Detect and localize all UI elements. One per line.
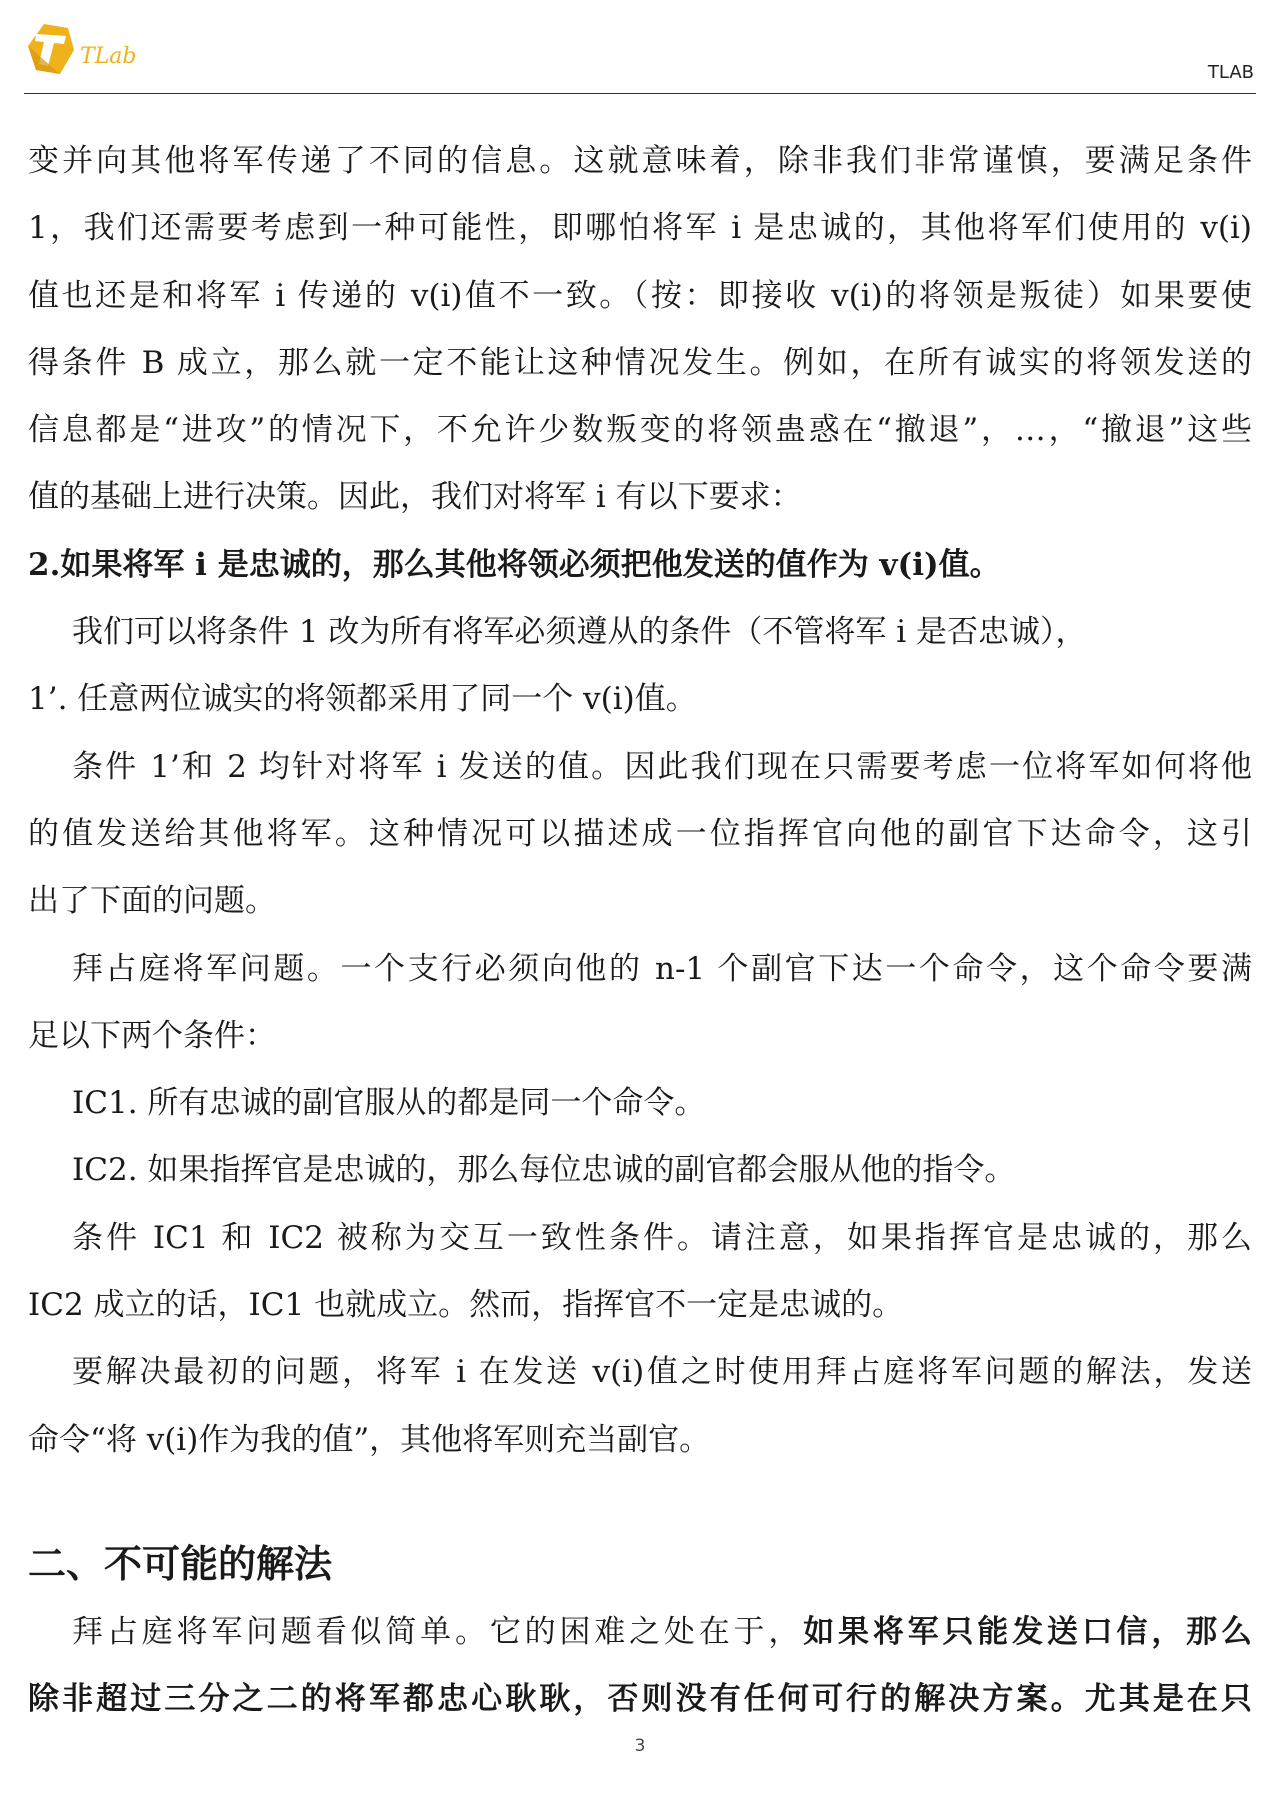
- paragraph-line: IC2. 如果指挥官是忠诚的，那么每位忠诚的副官都会服从他的指令。: [72, 1152, 1016, 1189]
- paragraph-line: IC1. 所有忠诚的副官服从的都是同一个命令。: [72, 1085, 706, 1122]
- section-paragraph-line: [28, 1666, 1252, 1733]
- tlab-logo: [24, 22, 144, 84]
- paragraph-line: 出了下面的问题。: [28, 883, 276, 920]
- emphasis-text: 如果将军只能发送口信，那么: [803, 1613, 1252, 1650]
- header-divider: [24, 93, 1256, 94]
- paragraph-line: 1，我们还需要考虑到一种可能性，即哪怕将军 i 是忠诚的，其他将军们使用的 v(i): [28, 210, 1252, 247]
- page-header: [0, 0, 1280, 100]
- paragraph-line: IC2 成立的话，IC1 也就成立。然而，指挥官不一定是忠诚的。: [28, 1287, 904, 1324]
- section-text: [28, 1599, 1252, 1734]
- paragraph-line: 得条件 B 成立，那么就一定不能让这种情况发生。例如，在所有诚实的将领发送的: [28, 344, 1252, 381]
- paragraph-line: 要解决最初的问题，将军 i 在发送 v(i)值之时使用拜占庭将军问题的解法，发送: [72, 1354, 1252, 1391]
- section-paragraph-line: [28, 1599, 1252, 1666]
- paragraph-line: 变并向其他将军传递了不同的信息。这就意味着，除非我们非常谨慎，要满足条件: [28, 143, 1252, 179]
- paragraph-line: 的值发送给其他将军。这种情况可以描述成一位指挥官向他的副官下达命令，这引: [28, 815, 1252, 852]
- paragraph-line: 信息都是“进攻”的情况下，不允许少数叛变的将领蛊惑在“撤退”，…，“撤退”这些: [28, 412, 1252, 449]
- header-label: TLAB: [1207, 62, 1254, 83]
- page-number: 3: [634, 1736, 646, 1756]
- paragraph-line: 条件 1’和 2 均针对将军 i 发送的值。因此我们现在只需要考虑一位将军如何将他: [72, 748, 1252, 785]
- paragraph-line: 命令“将 v(i)作为我的值”，其他将军则充当副官。: [28, 1421, 711, 1458]
- paragraph-line: 1’. 任意两位诚实的将领都采用了同一个 v(i)值。: [28, 681, 697, 718]
- paragraph-line: 拜占庭将军问题。一个支行必须向他的 n-1 个副官下达一个命令，这个命令要满: [72, 950, 1252, 987]
- paragraph-line: 值也还是和将军 i 传递的 v(i)值不一致。（按：即接收 v(i)的将领是叛徒）如果要使: [28, 277, 1252, 314]
- logo-text: TLab: [80, 44, 137, 69]
- plain-text: 拜占庭将军问题看似简单。它的困难之处在于，: [72, 1613, 804, 1650]
- emphasis-text: 除非超过三分之二的将军都忠心耿耿，否则没有任何可行的解决方案。尤其是在只: [28, 1681, 1252, 1718]
- section-heading: 二、不可能的解法: [28, 1541, 333, 1586]
- paragraph-line: 2.如果将军 i 是忠诚的，那么其他将领必须把他发送的值作为 v(i)值。: [28, 546, 1001, 583]
- paragraph-line: 我们可以将条件 1 改为所有将军必须遵从的条件（不管将军 i 是否忠诚），: [72, 614, 1087, 651]
- paragraph-line: 值的基础上进行决策。因此，我们对将军 i 有以下要求：: [28, 479, 802, 516]
- body-text: [28, 128, 1252, 1474]
- paragraph-line: 条件 IC1 和 IC2 被称为交互一致性条件。请注意，如果指挥官是忠诚的，那么: [72, 1219, 1252, 1256]
- paragraph-line: 足以下两个条件：: [28, 1017, 276, 1054]
- document-body: [28, 128, 1252, 1734]
